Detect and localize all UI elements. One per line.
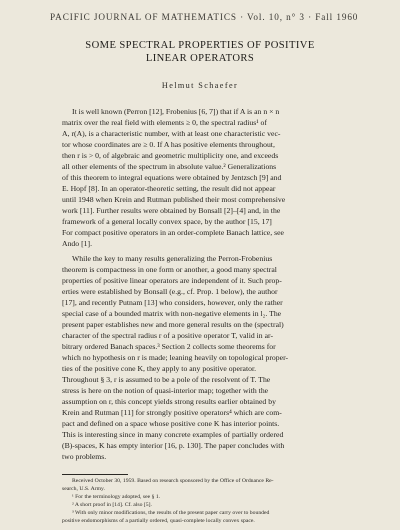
footnote-line: positive endomorphisms of a partially ordered, quasi-complete locally convex space. [62,518,255,524]
body-line: Throughout § 3, r is assumed to be a pole of the resolvent of T. The [62,375,271,384]
body-line: A, r(A), is a characteristic number, with at least one characteristic vec- [62,129,281,138]
body-line: ties of the positive cone K, they apply to any positive operator. [62,364,257,373]
body-line: theorem is compactness in one form or another, a good many spectral [62,265,277,274]
body-line: tor whose coordinates are ≥ 0. If A has positive elements throughout, [62,140,275,149]
body-line: then r is > 0, of algebraic and geometric multiplicity one, and exceeds [62,151,279,160]
body-line: two problems. [62,452,107,461]
article-title-line-1: SOME SPECTRAL PROPERTIES OF POSITIVE [85,40,315,51]
body-line: present paper establishes new and more general results on the (spectral) [62,320,284,329]
article-title-line-2: LINEAR OPERATORS [145,53,255,64]
body-line: [17], and recently Putnam [13] who considers, however, only the rather [62,298,283,307]
body-line: While the key to many results generalizing the Perron-Frobenius [72,254,273,263]
body-line: special case of a bounded matrix with non-negative elements in l₂. The [62,309,282,318]
body-line: E. Hopf [8]. In an operator-theoretic setting, the result did not appear [62,184,276,193]
footnote-line: ³ With only minor modifications, the results of the present paper carry over to bounded [72,510,270,516]
body-line: which no hypothesis on r is made; leaning heavily on topological proper- [62,353,289,362]
body-line: For compact positive operators in an order-complete Banach lattice, see [62,228,284,237]
body-line: all other elements of the spectrum in absolute value.² Generalizations [62,162,277,171]
footnote-line: search, U.S. Army. [62,486,105,492]
body-line: It is well known (Perron [12], Frobenius [6, 7]) that if A is an n × n [72,107,280,116]
body-line: pact and defined on a space whose positive cone K has interior points. [62,419,280,428]
body-line: of this theorem to integral equations were obtained by Jentzsch [9] and [62,173,282,182]
body-line: stress is here on the notion of quasi-interior map; together with the [62,386,269,395]
footnote-line: Received October 30, 1959. Based on research sponsored by the Office of Ordnance Re- [72,478,274,484]
body-line: character of the spectral radius r of a positive operator T, valid in ar- [62,331,274,340]
author-name: Helmut Schaefer [161,81,239,90]
body-line: Krein and Rutman [11] for strongly positive operators⁴ which are com- [62,408,282,417]
body-line: framework of a general locally convex space, by the author [15, 17] [62,217,272,226]
body-line: (B)-spaces, K has empty interior [16, p. 130]. The paper concludes with [62,441,285,450]
body-line: matrix over the real field with elements ≥ 0, the spectral radius¹ of [62,118,267,127]
body-line: erties were established by Bonsall (e.g., cf. Prop. 1 below), the author [62,287,278,296]
body-line: assumption on r, this concept yields strong results earlier obtained by [62,397,276,406]
footnote-divider [62,474,128,475]
body-line: properties of positive linear operators are independent of it. Such prop- [62,276,282,285]
body-line: until 1948 when Krein and Rutman published their most comprehensive [62,195,286,204]
body-line: This is interesting since in many concrete examples of partially ordered [62,430,284,439]
body-line: bitrary ordered Banach spaces.³ Section 2 collects some theorems for [62,342,276,351]
footnote-line: ² A short proof in [14]. Cf. also [5]. [72,502,152,508]
footnote-line: ¹ For the terminology adopted, see § 1. [72,494,161,500]
body-line: Ando [1]. [62,239,93,248]
running-header: PACIFIC JOURNAL OF MATHEMATICS · Vol. 10, n° 3 · Fall 1960 [50,12,359,22]
body-line: work [11]. Further results were obtained by Bonsall [2]–[4] and, in the [62,206,281,215]
